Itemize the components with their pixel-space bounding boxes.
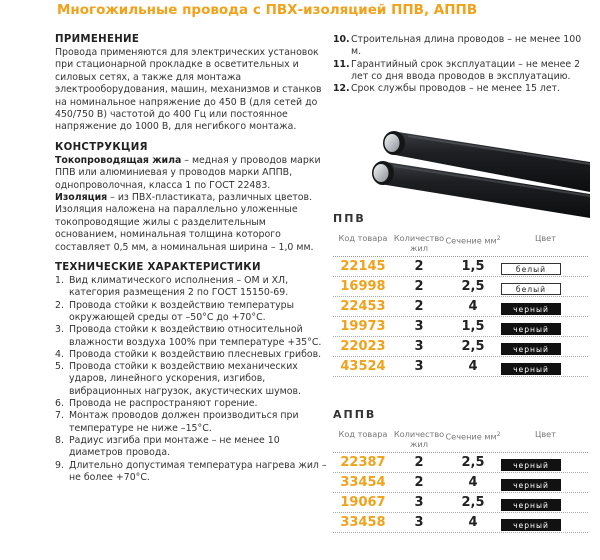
spec-text: Длительно допустимая температура нагрева жил – не более +70°С. [69, 459, 327, 483]
product-code: 22453 [340, 299, 386, 314]
cores-count: 2 [414, 299, 424, 314]
spec-text: Вид климатического исполнения – ОМ и ХЛ, категория размещения 2 по ГОСТ 15150-69. [69, 275, 289, 299]
spec-text: Провода стойки к воздействию механических ударов, линейного ускорения, изгибов, вибрационных нагрузок, акустических шумов. [69, 361, 301, 397]
color-cell [501, 513, 588, 532]
specs-list-continued [333, 34, 588, 95]
ppv-rows [333, 257, 588, 377]
cores-count: 3 [414, 319, 424, 334]
spec-item [55, 275, 330, 300]
left-column [55, 34, 330, 484]
ppv-table-header [333, 234, 588, 257]
header-code: Код товара [338, 429, 388, 439]
spec-item [55, 349, 330, 361]
core-label: Токопроводящая жила [55, 154, 182, 166]
color-cell [501, 493, 588, 512]
spec-text: Гарантийный срок эксплуатации – не менее 2 лет со дня ввода проводов в эксплуатацию. [351, 58, 581, 82]
color-cell [501, 277, 588, 296]
spec-number: 2. [55, 299, 64, 311]
application-heading: ПРИМЕНЕНИЕ [55, 34, 140, 45]
color-badge: черный [501, 323, 561, 335]
cores-count: 3 [414, 339, 424, 354]
color-badge: черный [501, 479, 561, 491]
spec-item [55, 410, 330, 435]
color-badge: черный [501, 519, 561, 531]
cores-count: 2 [414, 279, 424, 294]
spec-text: Строительная длина проводов – не менее 100 м. [351, 34, 582, 58]
cross-section: 1,5 [461, 319, 485, 334]
header-section: Сечение $мм^2$ [445, 235, 501, 246]
spec-item [55, 435, 330, 460]
product-code: 19973 [340, 319, 386, 334]
page-title: Многожильные провода с ПВХ-изоляцией ППВ, АППВ [57, 2, 478, 18]
header-code: Код товара [338, 233, 388, 243]
color-cell [501, 357, 588, 376]
spec-number: 5. [55, 361, 64, 373]
table-row [333, 357, 588, 377]
spec-number: 3. [55, 324, 64, 336]
color-badge: черный [501, 363, 561, 375]
spec-item [55, 361, 330, 398]
cores-count: 2 [414, 259, 424, 274]
spec-text: Радиус изгиба при монтаже – не менее 10 диаметров провода. [69, 434, 280, 459]
spec-number: 8. [55, 434, 64, 446]
specs-heading: ТЕХНИЧЕСКИЕ ХАРАКТЕРИСТИКИ [55, 262, 261, 274]
spec-text: Провода не распространяют горение. [69, 398, 258, 410]
spec-item [333, 83, 588, 95]
product-code: 19067 [340, 495, 386, 510]
insulation-label: Изоляция [55, 192, 108, 204]
cores-count: 3 [414, 359, 424, 374]
product-code: 22387 [340, 455, 386, 470]
product-code: 22145 [340, 259, 386, 274]
header-color: Цвет [535, 429, 556, 439]
table-row [333, 453, 588, 473]
table-row [333, 337, 588, 357]
core-text: – медная у проводов марки ППВ или алюминиевая у проводов марки АППВ, однопроволочная, класса 1 по ГОСТ 22483. [55, 154, 321, 191]
header-cores: Количество жил [393, 233, 445, 253]
application-text: Провода применяются для электрических установок при стационарной прокладке в осветительных и силовых сетях, а также для монтажа электрооборудования, машин, механизмов и станков на номинальное напряжение до 450 В (для сетей до 450/750 В) частотой до 400 Гц или постоянное напряжение до 1000 В, для негибкого монтажа. [55, 47, 322, 133]
spec-number: 6. [55, 398, 64, 410]
product-code: 43524 [340, 359, 386, 374]
appv-rows [333, 453, 588, 533]
cross-section: 4 [468, 475, 478, 490]
header-section: Сечение $мм^2$ [445, 431, 501, 442]
spec-text: Срок службы проводов – не менее 15 лет. [351, 83, 561, 95]
table-row [333, 317, 588, 337]
spec-number: 4. [55, 348, 64, 360]
table-row [333, 473, 588, 493]
cross-section: 2,5 [461, 495, 485, 510]
construction-heading: КОНСТРУКЦИЯ [55, 141, 148, 153]
color-badge: черный [501, 499, 561, 511]
insulation-text: – из ПВХ-пластиката, различных цветов. Изоляция наложена на параллельно уложенные токопроводящие жилы с разделительным основанием, номинальная толщина которого составляет 0,5 мм, а номинальная ширина – 1,0 мм. [55, 192, 314, 253]
spec-number: 7. [55, 410, 64, 422]
product-code: 22023 [340, 339, 386, 354]
spec-item [55, 398, 330, 410]
spec-text: Провода стойки к воздействию плесневых грибов. [69, 348, 322, 360]
cross-section: 1,5 [461, 259, 485, 274]
color-cell [501, 257, 588, 276]
spec-text: Монтаж проводов должен производиться при температуре не ниже –15°С. [69, 410, 299, 434]
color-badge: черный [501, 343, 561, 355]
spec-number: 10. [333, 34, 350, 45]
table-row [333, 257, 588, 277]
cross-section: 4 [468, 515, 478, 530]
header-color: Цвет [535, 233, 556, 243]
cross-section: 2,5 [461, 339, 485, 354]
table-row [333, 493, 588, 513]
header-cores: Количество жил [393, 429, 445, 449]
appv-title: АППВ [333, 408, 377, 421]
color-cell [501, 317, 588, 336]
spec-item [55, 460, 330, 485]
color-cell [501, 297, 588, 316]
product-code: 33458 [340, 515, 386, 530]
color-badge: белый [501, 283, 561, 295]
cores-count: 2 [414, 475, 424, 490]
cross-section: 2,5 [461, 279, 485, 294]
cross-section: 2,5 [461, 455, 485, 470]
product-code: 33454 [340, 475, 386, 490]
spec-number: 9. [55, 459, 64, 471]
cores-count: 3 [414, 495, 424, 510]
spec-number: 12. [333, 83, 350, 95]
wire-photo [368, 110, 590, 218]
spec-item [333, 34, 588, 59]
construction-core [55, 155, 330, 192]
cores-count: 3 [414, 515, 424, 530]
spec-item [55, 324, 330, 349]
spec-text: Провода стойки к воздействию относительной влажности воздуха 100% при температуре +35°С. [69, 324, 322, 348]
color-cell [501, 453, 588, 472]
product-code: 16998 [340, 279, 386, 294]
ppv-table [333, 234, 588, 377]
color-badge: черный [501, 459, 561, 471]
color-badge: черный [501, 303, 561, 315]
spec-item [55, 300, 330, 325]
color-cell [501, 337, 588, 356]
ppv-title: ППВ [333, 212, 366, 225]
appv-table-header [333, 430, 588, 453]
cores-count: 2 [414, 455, 424, 470]
spec-number: 1. [55, 275, 64, 287]
color-badge: белый [501, 263, 561, 275]
spec-text: Провода стойки к воздействию температуры окружающей среды от –50°С до +70°С. [69, 299, 294, 323]
appv-table [333, 430, 588, 533]
table-row [333, 297, 588, 317]
construction-insulation [55, 192, 330, 254]
table-row [333, 513, 588, 533]
specs-list [55, 275, 330, 484]
cross-section: 4 [468, 299, 478, 314]
spec-number: 11. [333, 58, 350, 70]
right-column-top [333, 34, 588, 95]
table-row [333, 277, 588, 297]
cross-section: 4 [468, 359, 478, 374]
spec-item [333, 59, 588, 84]
color-cell [501, 473, 588, 492]
